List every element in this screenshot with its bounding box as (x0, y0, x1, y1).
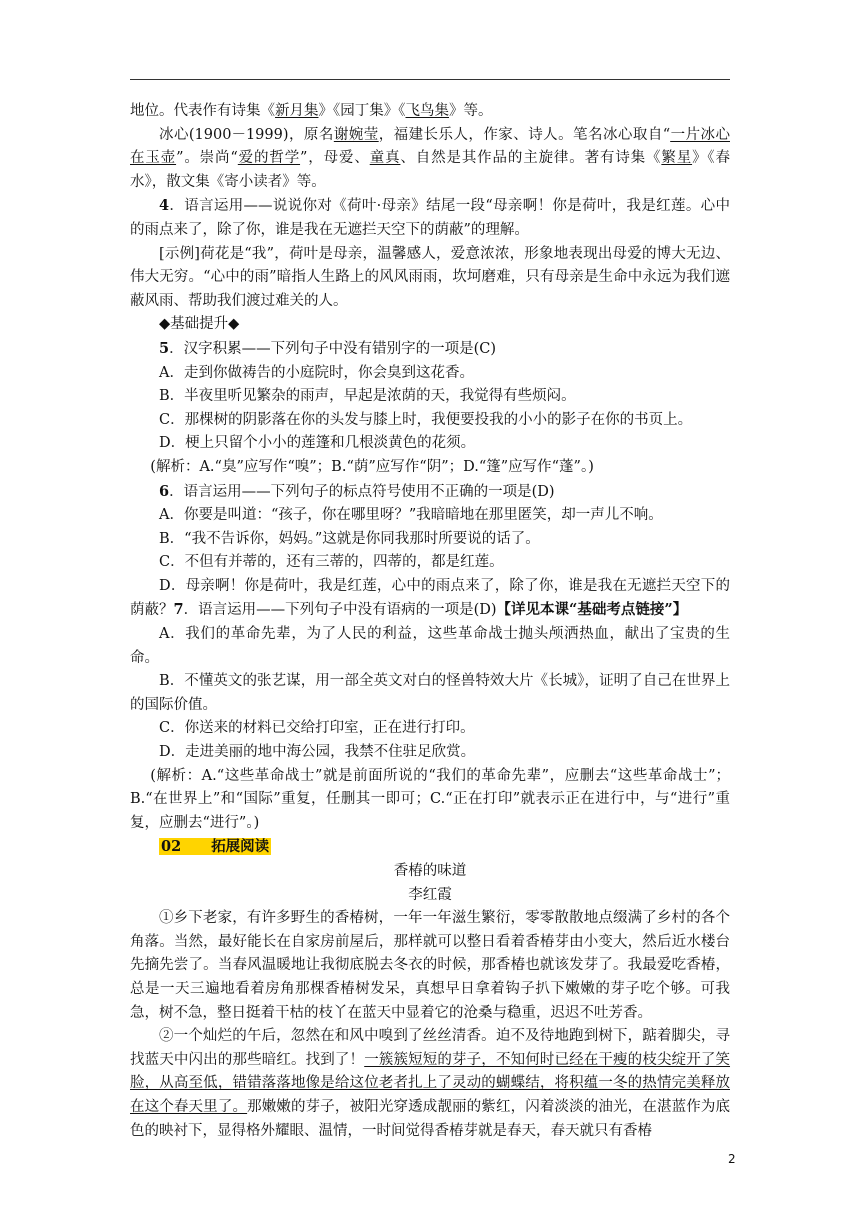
answer-4: [示例]荷花是“我”，荷叶是母亲，温馨感人，爱意浓浓，形象地表现出母爱的博大无边、伟大无穷。“心中的雨”暗指人生路上的风风雨雨，坎坷磨难，只有母亲是生命中永远为我们遮蔽风雨、帮助我们渡过难关的人。 (130, 245, 730, 309)
option-6b: B．“我不告诉你，妈妈。”这就是你同我那时所要说的话了。 (159, 530, 540, 547)
paragraph-bingxin-bio (130, 124, 730, 195)
section-title: 拓展阅读 (211, 838, 270, 856)
text: 》《春水》，散文集《寄小读者》等。 (130, 150, 731, 190)
option-5a: A．走到你做祷告的小庭院时，你会臭到这花香。 (159, 364, 474, 381)
underlined-term: 新月集 (275, 103, 319, 119)
underlined-term: 爱的哲学 (237, 150, 301, 167)
article-paragraph-1: ①乡下老家，有许多野生的香椿树，一年一年滋生繁衍，零零散散地点缀满了乡村的各个角落。当然，最好能长在自家房前屋后，那样就可以整日看着香椿芽由小变大，然后近水楼台先摘先尝了。当春风温暖地让我彻底脱去冬衣的时候，那香椿也就该发芽了。我最爱吃香椿，总是一天三遍地看着房角那棵香椿树发呆，真想早日拿着钩子扒下嫩嫩的芽子吃个够。可我急，树不急，整日挺着干枯的枝丫在蓝天中显着它的沧桑与稳重，迟迟不吐芳香。 (130, 910, 730, 1021)
text: ”，母爱、 (300, 150, 370, 167)
option-7d: D．走进美丽的地中海公园，我禁不住驻足欣赏。 (159, 744, 476, 761)
text: 、自然是其作品的主旋律。著有诗集《 (400, 150, 662, 167)
option-7a: A．我们的革命先辈，为了人民的利益，这些革命战士抛头颅洒热血，献出了宝贵的生命。 (130, 626, 730, 666)
option-5b: B．半夜里听见繁杂的雨声，早起是浓荫的天，我觉得有些烦闷。 (159, 388, 576, 405)
page-number: 2 (728, 1152, 736, 1166)
question-number: 4 (159, 197, 170, 215)
text: 那嫩嫩的芽子，被阳光穿透成靓丽的紫红，闪着淡淡的油光，在湛蓝作为底色的映衬下，显得格外耀眼、温情，一时间觉得香椿芽就是春天，春天就只有香椿 (130, 1098, 731, 1139)
article-paragraph-2 (130, 1025, 730, 1143)
text: 地位。代表作有诗集《 (130, 103, 275, 119)
analysis-5: (解析：A.“臭”应写作“嗅”；B.“荫”应写作“阴”；D.“篷”应写作“蓬”。) (150, 458, 594, 475)
text: ②一个灿烂的午后，忽然在和风中嗅到了丝丝清香。迫不及待地跑到树下，踮着脚尖，寻找蓝天中闪出的那些暗红。找到了！ (130, 1028, 730, 1068)
section-badge (159, 838, 271, 855)
question-text: ．汉字积累——下列句子中没有错别字的一项是(C) (169, 340, 497, 357)
option-5c: C．那棵树的阴影落在你的头发与膝上时，我便要投我的小小的影子在你的书页上。 (159, 411, 693, 428)
question-text: ．语言运用——说说你对《荷叶·母亲》结尾一段“母亲啊！你是荷叶，我是红莲。心中的雨点来了，除了你，谁是我在无遮拦天空下的荫蔽”的理解。 (130, 198, 730, 238)
underlined-term: 繁星 (661, 150, 693, 167)
analysis-7: (解析：A.“这些革命战士”就是前面所说的“我们的革命先辈”，应删去“这些革命战士”；B.“在世界上”和“国际”重复，任删其一即可；C.“正在打印”就表示正在进行中，与“进行”重复，应删去“进行”。) (130, 767, 730, 831)
text: 冰心(1900－1999)，原名 (159, 126, 334, 143)
section-number: 02 (161, 838, 182, 856)
question-number: 6 (159, 482, 170, 500)
option-6d: D．母亲啊！你是荷叶，我是红莲，心中的雨点来了，除了你，谁是我在无遮拦天空下的荫蔽？ (130, 577, 730, 619)
section-basic-heading: ◆基础提升◆ (159, 316, 240, 333)
article-title: 香椿的味道 (393, 863, 467, 879)
header-rule (130, 79, 730, 80)
option-6d-and-question-7 (130, 575, 730, 623)
option-6c: C．不但有并蒂的，还有三蒂的，四蒂的，都是红莲。 (159, 554, 504, 571)
text: 》《园丁集》《 (318, 103, 406, 119)
question-5 (130, 337, 730, 362)
reference-link: 【详见本课“基础考点链接”】 (496, 601, 688, 619)
underlined-term: 童真 (369, 150, 401, 167)
question-6 (130, 480, 730, 505)
question-text: ．语言运用——下列句子中没有语病的一项是(D) (183, 602, 497, 619)
page-content (130, 100, 730, 1143)
question-text: ．语言运用——下列句子的标点符号使用不正确的一项是(D) (169, 483, 555, 500)
underlined-term: 谢婉莹 (333, 126, 379, 143)
option-7c: C．你送来的材料已交给打印室，正在进行打印。 (159, 720, 475, 737)
underlined-term: 飞鸟集 (405, 103, 449, 119)
question-number: 5 (159, 339, 170, 357)
article-author: 李红霞 (408, 886, 452, 903)
option-7b: B．不懂英文的张艺谋，用一部全英文对白的怪兽特效大片《长城》，证明了自己在世界上的国际价值。 (130, 673, 730, 713)
option-5d: D．梗上只留个小小的莲篷和几根淡黄色的花须。 (159, 435, 476, 452)
section-extended-reading (130, 835, 730, 860)
underlined-term: 一片冰心在玉壶 (130, 126, 730, 167)
paragraph-tagore-works (130, 100, 730, 124)
option-6a: A．你要是叫道：“孩子，你在哪里呀？”我暗暗地在那里匿笑，却一声儿不响。 (159, 507, 663, 524)
text: ，福建长乐人，作家、诗人。笔名冰心取自“ (378, 126, 671, 143)
question-number: 7 (173, 601, 184, 619)
question-4 (130, 194, 730, 242)
underlined-sentence: 一簇簇短短的芽子，不知何时已经在干瘦的枝尖绽开了笑脸，从高至低，错错落落地像是给这位老者扎上了灵动的蝴蝶结，将积蕴一冬的热情完美释放在这个春天里了。 (130, 1051, 731, 1115)
text: ”。崇尚“ (176, 150, 238, 167)
text: 》等。 (449, 103, 493, 119)
